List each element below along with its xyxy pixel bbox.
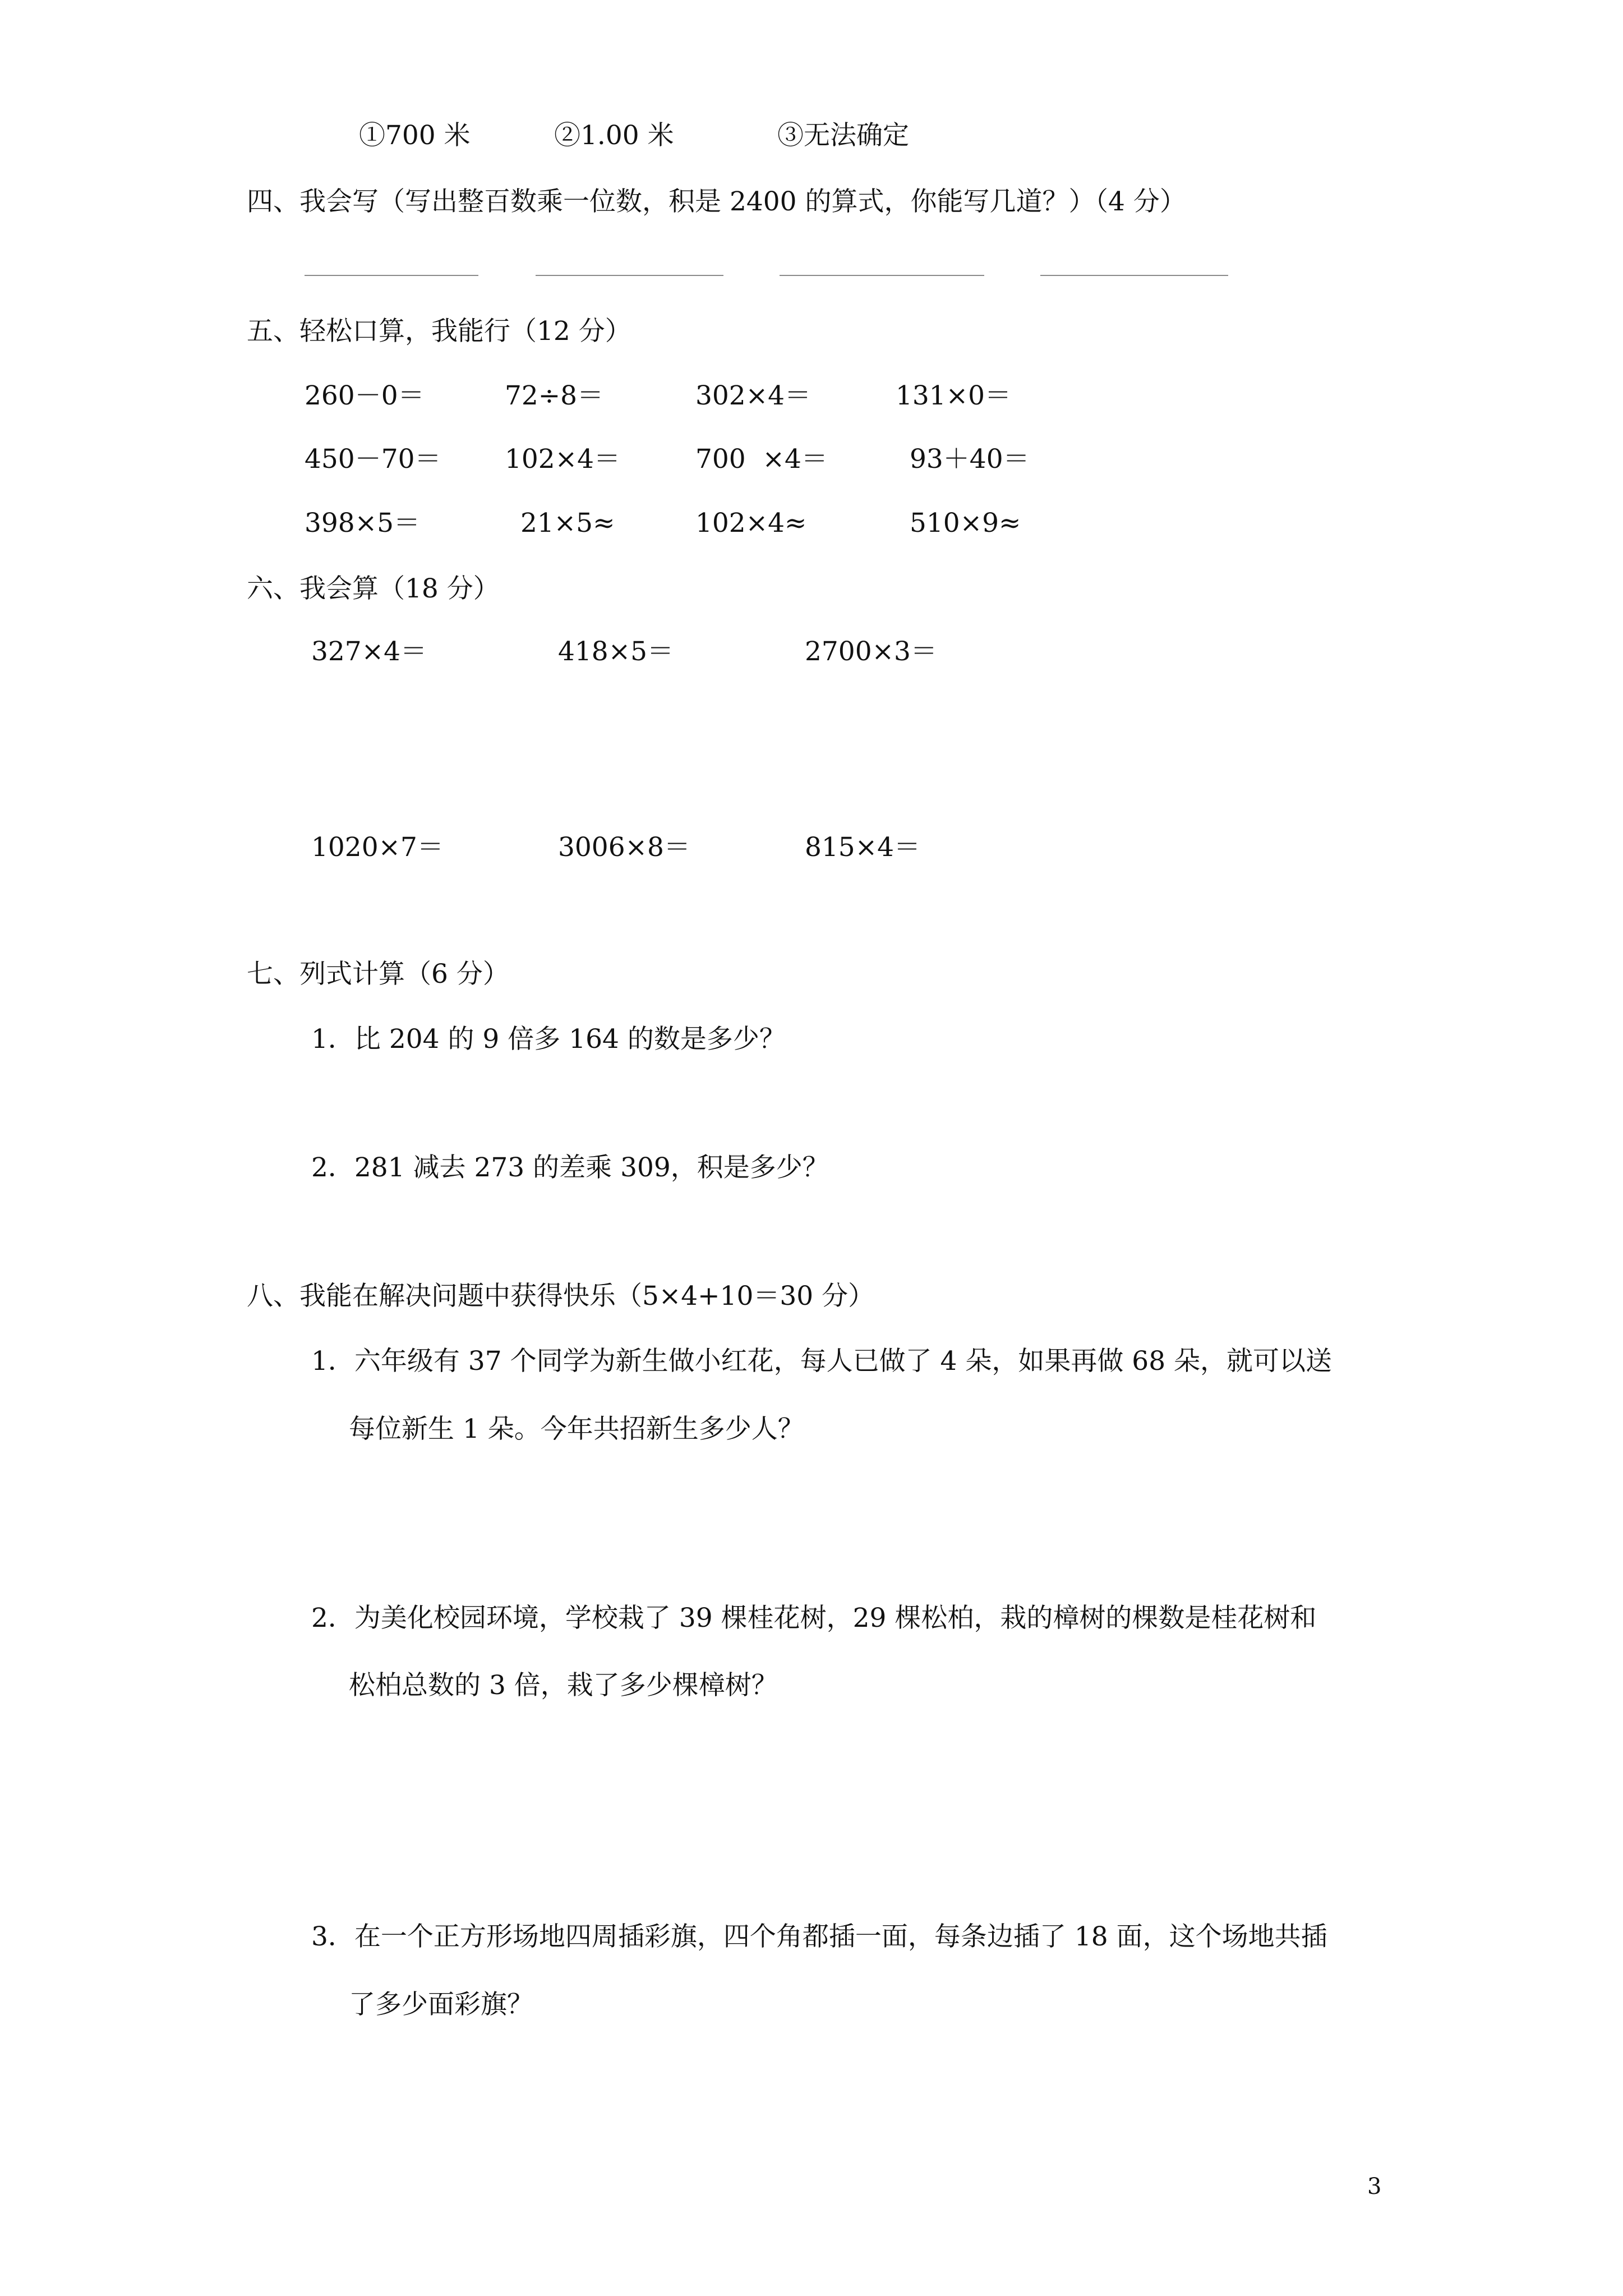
calc-item: 418×5＝: [558, 636, 674, 667]
oral-calc-item: 102×4＝: [505, 444, 620, 475]
oral-calc-item: 510×9≈: [910, 508, 1021, 539]
option-1: ①700 米: [359, 120, 471, 151]
section-4-heading: 四、我会写（写出整百数乘一位数，积是 2400 的算式，你能写几道？）（4 分）: [247, 186, 1186, 217]
oral-calc-item: 700 ×4＝: [695, 444, 828, 475]
answer-blank-4[interactable]: [1040, 275, 1228, 276]
oral-calc-item: 93＋40＝: [910, 444, 1030, 475]
oral-calc-item: 450－70＝: [305, 444, 441, 475]
oral-calc-item: 72÷8＝: [505, 380, 604, 411]
page-number: 3: [1367, 2174, 1382, 2200]
section-7-question-2: 2．281 减去 273 的差乘 309，积是多少？: [311, 1152, 829, 1183]
section-8-question-1-cont: 每位新生 1 朵。今年共招新生多少人？: [349, 1414, 804, 1444]
section-7-question-1: 1．比 204 的 9 倍多 164 的数是多少？: [311, 1024, 786, 1055]
oral-calc-item: 260－0＝: [305, 380, 425, 411]
calc-item: 3006×8＝: [558, 832, 690, 863]
answer-blank-3[interactable]: [780, 275, 984, 276]
section-8-question-3: 3．在一个正方形场地四周插彩旗，四个角都插一面，每条边插了 18 面，这个场地共插: [311, 1921, 1327, 1952]
oral-calc-item: 302×4＝: [695, 380, 811, 411]
section-7-heading: 七、列式计算（6 分）: [247, 959, 509, 990]
calc-item: 815×4＝: [805, 832, 920, 863]
section-5-heading: 五、轻松口算，我能行（12 分）: [247, 316, 631, 347]
section-8-question-2-cont: 松柏总数的 3 倍，栽了多少棵樟树？: [349, 1670, 778, 1701]
calc-item: 1020×7＝: [311, 832, 444, 863]
oral-calc-item: 102×4≈: [695, 508, 807, 539]
oral-calc-item: 21×5≈: [520, 508, 615, 539]
answer-blank-2[interactable]: [536, 275, 723, 276]
section-8-heading: 八、我能在解决问题中获得快乐（5×4+10＝30 分）: [247, 1281, 875, 1312]
oral-calc-item: 398×5＝: [305, 508, 420, 539]
section-6-heading: 六、我会算（18 分）: [247, 573, 500, 604]
oral-calc-item: 131×0＝: [896, 380, 1011, 411]
option-2: ②1.00 米: [554, 120, 674, 151]
option-3: ③无法确定: [777, 120, 909, 151]
calc-item: 327×4＝: [311, 636, 427, 667]
section-8-question-3-cont: 了多少面彩旗？: [349, 1989, 533, 2020]
section-8-question-2: 2．为美化校园环境，学校栽了 39 棵桂花树，29 棵松柏，栽的樟树的棵数是桂花树和: [311, 1603, 1317, 1634]
section-8-question-1: 1．六年级有 37 个同学为新生做小红花，每人已做了 4 朵，如果再做 68 朵，就可以送: [311, 1346, 1332, 1377]
answer-blank-1[interactable]: [305, 275, 478, 276]
calc-item: 2700×3＝: [805, 636, 937, 667]
